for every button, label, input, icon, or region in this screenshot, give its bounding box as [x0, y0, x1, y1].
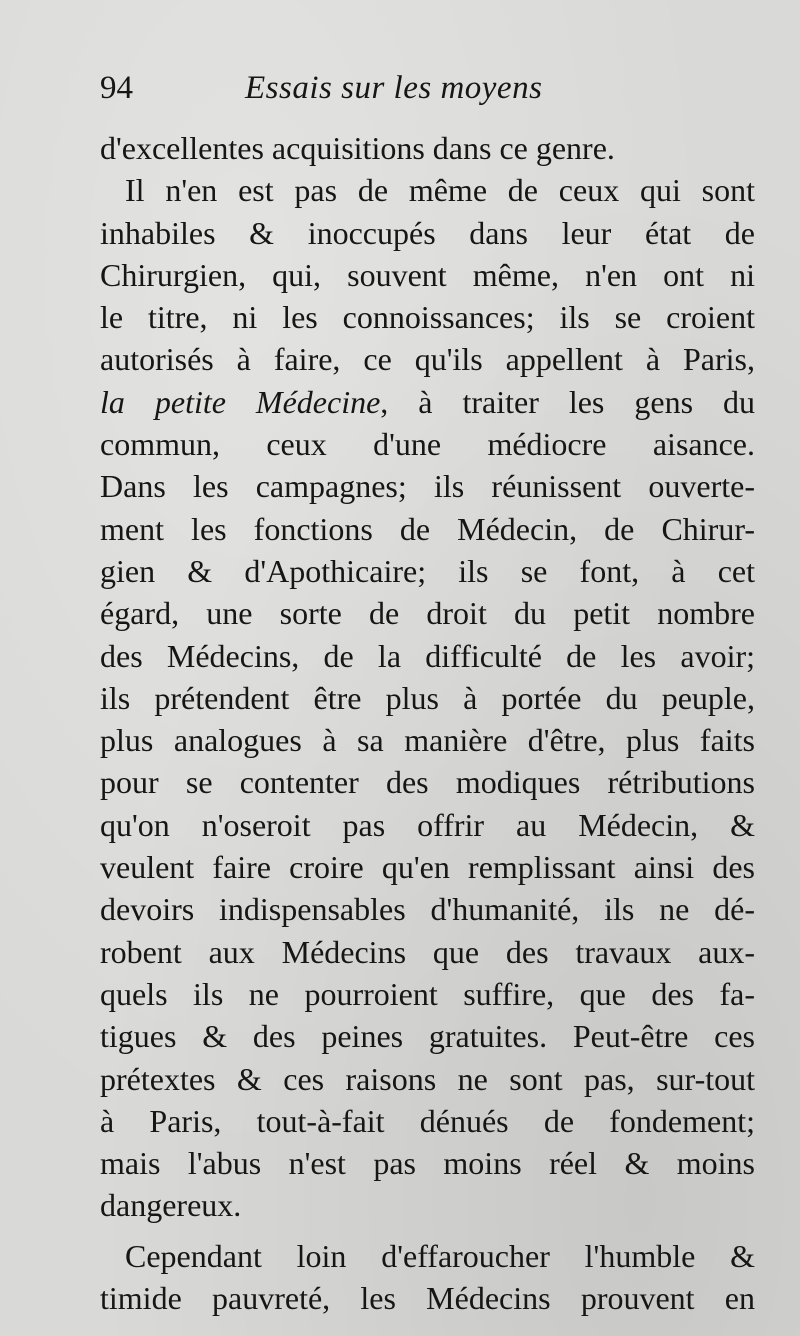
- text-line: [100, 804, 755, 846]
- line-text: autorisés à faire, ce qu'ils appellent à Paris,: [100, 341, 755, 378]
- text-line: [100, 423, 755, 465]
- line-text: timide pauvreté, les Médecins prouvent en: [100, 1280, 755, 1317]
- line-text: tigues & des peines gratuites. Peut-être ces: [100, 1018, 755, 1055]
- line-text: à Paris, tout-à-fait dénués de fondement;: [100, 1102, 755, 1139]
- text-line: [100, 1235, 755, 1277]
- line-text: dangereux.: [100, 1187, 242, 1224]
- text-line: [100, 127, 755, 169]
- italic-phrase: la petite Médecine: [100, 383, 381, 420]
- line-text: gien & d'Apothicaire; ils se font, à cet: [100, 552, 755, 589]
- line-text: pour se contenter des modiques rétributions: [100, 764, 755, 801]
- line-text: prétextes & ces raisons ne sont pas, sur-tout: [100, 1060, 755, 1097]
- text-line: [100, 719, 755, 761]
- text-line: [100, 465, 755, 507]
- line-text: ils prétendent être plus à portée du peuple,: [100, 679, 755, 716]
- text-line: [100, 931, 755, 973]
- line-text: égard, une sorte de droit du petit nombre: [100, 595, 755, 632]
- line-text: mais l'abus n'est pas moins réel & moins: [100, 1145, 755, 1182]
- page-header: [100, 70, 620, 120]
- line-text: Cependant loin d'effaroucher l'humble &: [125, 1237, 755, 1274]
- text-line: [100, 635, 755, 677]
- line-text: d'excellentes acquisitions dans ce genre.: [100, 130, 615, 166]
- text-line: [100, 212, 755, 254]
- line-text: ment les fonctions de Médecin, de Chirur-: [100, 510, 755, 547]
- line-text: robent aux Médecins que des travaux aux-: [100, 933, 755, 970]
- text-line: [100, 1100, 755, 1142]
- text-line: [100, 1058, 755, 1100]
- text-line: [100, 1142, 755, 1184]
- text-line: [100, 169, 755, 211]
- text-line: [100, 592, 755, 634]
- text-line: [100, 973, 755, 1015]
- line-text: veulent faire croire qu'en remplissant ainsi des: [100, 849, 755, 886]
- paragraph: [100, 127, 755, 169]
- text-line: [100, 254, 755, 296]
- text-line: [100, 550, 755, 592]
- line-text: qu'on n'oseroit pas offrir au Médecin, &: [100, 806, 755, 843]
- text-line: [100, 296, 755, 338]
- text-line: [100, 1015, 755, 1057]
- line-text: quels ils ne pourroient suffire, que des fa-: [100, 975, 755, 1012]
- line-text: commun, ceux d'une médiocre aisance.: [100, 426, 755, 463]
- text-line: [100, 338, 755, 380]
- paragraph: [100, 1235, 755, 1320]
- running-title: Essais sur les moyens: [245, 70, 543, 106]
- line-text: , à traiter les gens du: [380, 383, 756, 420]
- text-line: [100, 508, 755, 550]
- text-line: [100, 1184, 755, 1226]
- paragraph: [100, 169, 755, 1226]
- text-line: [100, 1277, 755, 1319]
- line-text: Il n'en est pas de même de ceux qui sont: [125, 172, 755, 209]
- text-line: [100, 761, 755, 803]
- line-text: plus analogues à sa manière d'être, plus faits: [100, 722, 755, 759]
- line-text: le titre, ni les connoissances; ils se croient: [100, 299, 755, 336]
- line-text: des Médecins, de la difficulté de les avoir;: [100, 637, 755, 674]
- line-text: devoirs indispensables d'humanité, ils ne dé-: [100, 891, 755, 928]
- text-line: [100, 381, 755, 423]
- line-text: Chirurgien, qui, souvent même, n'en ont ni: [100, 256, 755, 293]
- line-text: Dans les campagnes; ils réunissent ouverte-: [100, 468, 755, 505]
- text-line: [100, 846, 755, 888]
- text-line: [100, 888, 755, 930]
- body-text: [100, 127, 755, 1319]
- line-text: inhabiles & inoccupés dans leur état de: [100, 214, 755, 251]
- page-number: 94: [100, 70, 133, 106]
- text-line: [100, 677, 755, 719]
